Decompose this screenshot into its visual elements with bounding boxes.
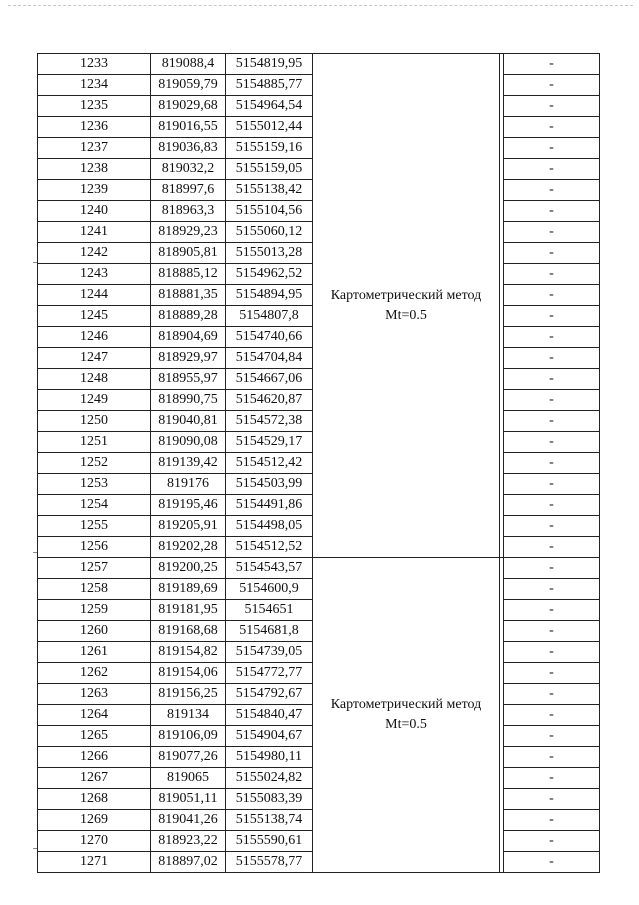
dash-cell: -: [504, 264, 600, 285]
x-coordinate-cell: 819154,82: [151, 642, 226, 663]
dash-cell: -: [504, 579, 600, 600]
x-coordinate-cell: 818897,02: [151, 852, 226, 873]
x-coordinate-cell: 818929,97: [151, 348, 226, 369]
y-coordinate-cell: 5155012,44: [226, 117, 313, 138]
x-coordinate-cell: 819134: [151, 705, 226, 726]
x-coordinate-cell: 819168,68: [151, 621, 226, 642]
x-coordinate-cell: 819088,4: [151, 54, 226, 75]
x-coordinate-cell: 819065: [151, 768, 226, 789]
y-coordinate-cell: 5155159,16: [226, 138, 313, 159]
y-coordinate-cell: 5154498,05: [226, 516, 313, 537]
y-coordinate-cell: 5154512,42: [226, 453, 313, 474]
y-coordinate-cell: 5154704,84: [226, 348, 313, 369]
x-coordinate-cell: 818990,75: [151, 390, 226, 411]
point-number-cell: 1250: [38, 411, 151, 432]
x-coordinate-cell: 819090,08: [151, 432, 226, 453]
x-coordinate-cell: 819154,06: [151, 663, 226, 684]
dash-cell: -: [504, 831, 600, 852]
y-coordinate-cell: 5155104,56: [226, 201, 313, 222]
method-accuracy: Mt=0.5: [385, 307, 427, 323]
point-number-cell: 1253: [38, 474, 151, 495]
point-number-cell: 1234: [38, 75, 151, 96]
dash-cell: -: [504, 348, 600, 369]
dash-cell: -: [504, 306, 600, 327]
point-number-cell: 1261: [38, 642, 151, 663]
point-number-cell: 1244: [38, 285, 151, 306]
x-coordinate-cell: 819040,81: [151, 411, 226, 432]
y-coordinate-cell: 5154512,52: [226, 537, 313, 558]
y-coordinate-cell: 5154980,11: [226, 747, 313, 768]
dash-cell: -: [504, 327, 600, 348]
point-number-cell: 1264: [38, 705, 151, 726]
dash-cell: -: [504, 369, 600, 390]
point-number-cell: 1238: [38, 159, 151, 180]
x-coordinate-cell: 819029,68: [151, 96, 226, 117]
dash-cell: -: [504, 222, 600, 243]
point-number-cell: 1243: [38, 264, 151, 285]
point-number-cell: 1237: [38, 138, 151, 159]
dash-cell: -: [504, 621, 600, 642]
dash-cell: -: [504, 243, 600, 264]
x-coordinate-cell: 819156,25: [151, 684, 226, 705]
dash-cell: -: [504, 768, 600, 789]
y-coordinate-cell: 5154503,99: [226, 474, 313, 495]
method-cell: [313, 54, 500, 558]
x-coordinate-cell: 819106,09: [151, 726, 226, 747]
dash-cell: -: [504, 474, 600, 495]
coordinates-table-body: [38, 54, 600, 873]
dash-cell: -: [504, 138, 600, 159]
y-coordinate-cell: 5154491,86: [226, 495, 313, 516]
x-coordinate-cell: 819139,42: [151, 453, 226, 474]
x-coordinate-cell: 819189,69: [151, 579, 226, 600]
dash-cell: -: [504, 180, 600, 201]
y-coordinate-cell: 5154904,67: [226, 726, 313, 747]
dash-cell: -: [504, 726, 600, 747]
y-coordinate-cell: 5154667,06: [226, 369, 313, 390]
point-number-cell: 1251: [38, 432, 151, 453]
x-coordinate-cell: 818923,22: [151, 831, 226, 852]
point-number-cell: 1266: [38, 747, 151, 768]
x-coordinate-cell: 819176: [151, 474, 226, 495]
x-coordinate-cell: 819041,26: [151, 810, 226, 831]
x-coordinate-cell: 818904,69: [151, 327, 226, 348]
x-coordinate-cell: 818889,28: [151, 306, 226, 327]
point-number-cell: 1262: [38, 663, 151, 684]
point-number-cell: 1235: [38, 96, 151, 117]
dash-cell: -: [504, 684, 600, 705]
x-coordinate-cell: 819016,55: [151, 117, 226, 138]
dash-cell: -: [504, 537, 600, 558]
page-top-edge: [8, 5, 633, 6]
point-number-cell: 1247: [38, 348, 151, 369]
y-coordinate-cell: 5155013,28: [226, 243, 313, 264]
point-number-cell: 1252: [38, 453, 151, 474]
x-coordinate-cell: 819195,46: [151, 495, 226, 516]
point-number-cell: 1260: [38, 621, 151, 642]
point-number-cell: 1249: [38, 390, 151, 411]
y-coordinate-cell: 5154885,77: [226, 75, 313, 96]
y-coordinate-cell: 5154543,57: [226, 558, 313, 579]
y-coordinate-cell: 5154894,95: [226, 285, 313, 306]
point-number-cell: 1259: [38, 600, 151, 621]
y-coordinate-cell: 5154840,47: [226, 705, 313, 726]
y-coordinate-cell: 5154572,38: [226, 411, 313, 432]
x-coordinate-cell: 819200,25: [151, 558, 226, 579]
x-coordinate-cell: 818929,23: [151, 222, 226, 243]
point-number-cell: 1256: [38, 537, 151, 558]
dash-cell: -: [504, 516, 600, 537]
dash-cell: -: [504, 117, 600, 138]
x-coordinate-cell: 819077,26: [151, 747, 226, 768]
x-coordinate-cell: 819051,11: [151, 789, 226, 810]
point-number-cell: 1263: [38, 684, 151, 705]
dash-cell: -: [504, 201, 600, 222]
y-coordinate-cell: 5155138,74: [226, 810, 313, 831]
coordinates-table: [37, 53, 600, 873]
x-coordinate-cell: 818885,12: [151, 264, 226, 285]
point-number-cell: 1267: [38, 768, 151, 789]
y-coordinate-cell: 5154962,52: [226, 264, 313, 285]
y-coordinate-cell: 5154792,67: [226, 684, 313, 705]
table-row: [38, 54, 600, 75]
x-coordinate-cell: 818963,3: [151, 201, 226, 222]
dash-cell: -: [504, 285, 600, 306]
point-number-cell: 1233: [38, 54, 151, 75]
dash-cell: -: [504, 453, 600, 474]
x-coordinate-cell: 819036,83: [151, 138, 226, 159]
dash-cell: -: [504, 558, 600, 579]
dash-cell: -: [504, 642, 600, 663]
point-number-cell: 1240: [38, 201, 151, 222]
point-number-cell: 1265: [38, 726, 151, 747]
point-number-cell: 1246: [38, 327, 151, 348]
dash-cell: -: [504, 75, 600, 96]
point-number-cell: 1255: [38, 516, 151, 537]
x-coordinate-cell: 818997,6: [151, 180, 226, 201]
point-number-cell: 1245: [38, 306, 151, 327]
point-number-cell: 1271: [38, 852, 151, 873]
point-number-cell: 1257: [38, 558, 151, 579]
dash-cell: -: [504, 411, 600, 432]
point-number-cell: 1236: [38, 117, 151, 138]
y-coordinate-cell: 5155060,12: [226, 222, 313, 243]
method-label: Картометрический метод: [330, 287, 482, 303]
point-number-cell: 1242: [38, 243, 151, 264]
y-coordinate-cell: 5155138,42: [226, 180, 313, 201]
x-coordinate-cell: 819181,95: [151, 600, 226, 621]
dash-cell: -: [504, 789, 600, 810]
dash-cell: -: [504, 96, 600, 117]
x-coordinate-cell: 818955,97: [151, 369, 226, 390]
x-coordinate-cell: 819202,28: [151, 537, 226, 558]
method-cell: [313, 558, 500, 873]
dash-cell: -: [504, 747, 600, 768]
x-coordinate-cell: 819205,91: [151, 516, 226, 537]
y-coordinate-cell: 5154819,95: [226, 54, 313, 75]
dash-cell: -: [504, 663, 600, 684]
y-coordinate-cell: 5155578,77: [226, 852, 313, 873]
y-coordinate-cell: 5155024,82: [226, 768, 313, 789]
dash-cell: -: [504, 852, 600, 873]
y-coordinate-cell: 5154600,9: [226, 579, 313, 600]
method-label: Картометрический метод: [330, 697, 482, 712]
dash-cell: -: [504, 600, 600, 621]
point-number-cell: 1241: [38, 222, 151, 243]
point-number-cell: 1254: [38, 495, 151, 516]
dash-cell: -: [504, 432, 600, 453]
y-coordinate-cell: 5154620,87: [226, 390, 313, 411]
y-coordinate-cell: 5154964,54: [226, 96, 313, 117]
point-number-cell: 1248: [38, 369, 151, 390]
x-coordinate-cell: 819032,2: [151, 159, 226, 180]
dash-cell: -: [504, 705, 600, 726]
dash-cell: -: [504, 390, 600, 411]
y-coordinate-cell: 5155159,05: [226, 159, 313, 180]
y-coordinate-cell: 5155590,61: [226, 831, 313, 852]
y-coordinate-cell: 5154807,8: [226, 306, 313, 327]
method-accuracy: Mt=0.5: [385, 717, 427, 732]
point-number-cell: 1269: [38, 810, 151, 831]
point-number-cell: 1270: [38, 831, 151, 852]
y-coordinate-cell: 5155083,39: [226, 789, 313, 810]
point-number-cell: 1258: [38, 579, 151, 600]
y-coordinate-cell: 5154681,8: [226, 621, 313, 642]
x-coordinate-cell: 819059,79: [151, 75, 226, 96]
y-coordinate-cell: 5154529,17: [226, 432, 313, 453]
point-number-cell: 1268: [38, 789, 151, 810]
y-coordinate-cell: 5154651: [226, 600, 313, 621]
dash-cell: -: [504, 159, 600, 180]
dash-cell: -: [504, 54, 600, 75]
dash-cell: -: [504, 495, 600, 516]
y-coordinate-cell: 5154772,77: [226, 663, 313, 684]
x-coordinate-cell: 818905,81: [151, 243, 226, 264]
dash-cell: -: [504, 810, 600, 831]
y-coordinate-cell: 5154740,66: [226, 327, 313, 348]
point-number-cell: 1239: [38, 180, 151, 201]
x-coordinate-cell: 818881,35: [151, 285, 226, 306]
y-coordinate-cell: 5154739,05: [226, 642, 313, 663]
table-row: [38, 558, 600, 579]
